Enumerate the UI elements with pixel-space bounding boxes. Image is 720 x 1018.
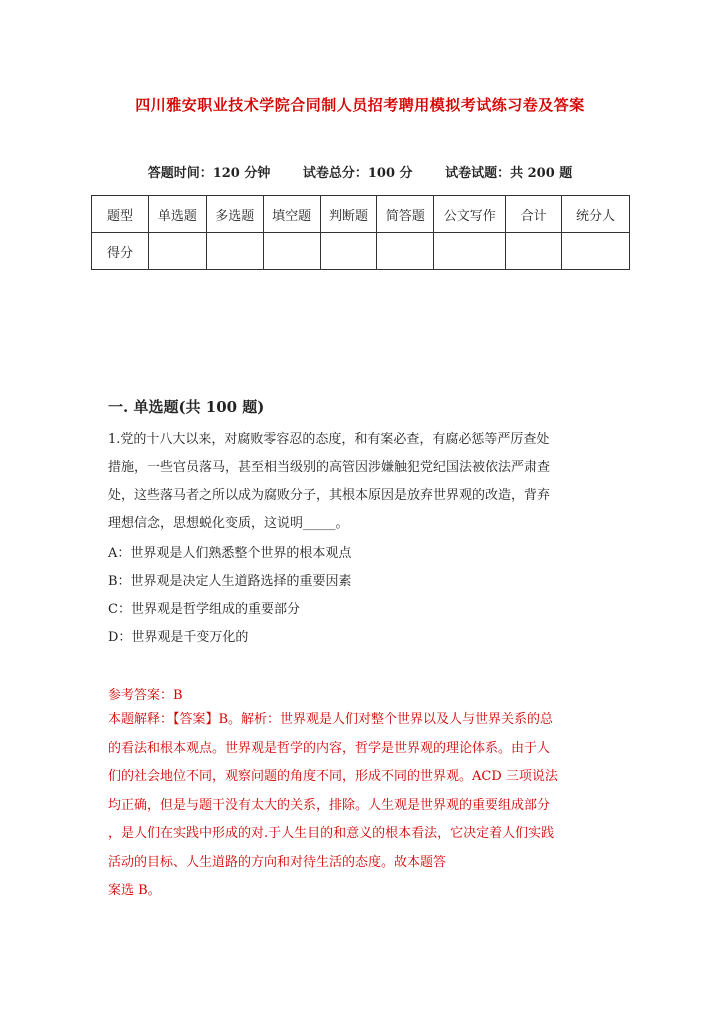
exam-question-count: 试卷试题：共 200 题 — [445, 166, 573, 181]
question-line: 理想信念，思想蜕化变质，这说明_____。 — [108, 516, 349, 531]
score-cell — [263, 233, 320, 270]
score-cell — [206, 233, 263, 270]
row-label: 得分 — [92, 233, 149, 270]
explanation-line: 们的社会地位不同，观察问题的角度不同，形成不同的世界观。ACD 三项说法 — [108, 769, 558, 784]
score-table-score-row — [92, 233, 630, 270]
header-cell: 多选题 — [206, 196, 263, 233]
reference-answer: 参考答案：B — [108, 688, 183, 703]
explanation-line: 案选 B。 — [108, 883, 161, 898]
header-cell: 题型 — [92, 196, 149, 233]
option-b: B：世界观是决定人生道路选择的重要因素 — [108, 574, 352, 589]
option-d: D：世界观是千变万化的 — [108, 630, 249, 645]
score-cell — [377, 233, 434, 270]
header-cell: 单选题 — [148, 196, 206, 233]
score-table — [91, 195, 630, 270]
header-cell: 填空题 — [263, 196, 320, 233]
exam-meta — [0, 162, 720, 181]
question-line: 措施，一些官员落马，甚至相当级别的高管因涉嫌触犯党纪国法被依法严肃查 — [108, 460, 551, 475]
header-cell: 合计 — [506, 196, 562, 233]
option-a: A：世界观是人们熟悉整个世界的根本观点 — [108, 546, 352, 561]
header-cell: 统分人 — [562, 196, 630, 233]
page-title: 四川雅安职业技术学院合同制人员招考聘用模拟考试练习卷及答案 — [135, 96, 585, 114]
score-cell — [320, 233, 377, 270]
question-line: 处，这些落马者之所以成为腐败分子，其根本原因是放弃世界观的改造，背弃 — [108, 488, 551, 503]
explanation-line: 的看法和根本观点。世界观是哲学的内容，哲学是世界观的理论体系。由于人 — [108, 740, 551, 756]
score-cell — [434, 233, 506, 270]
score-table-header-row — [92, 196, 630, 233]
explanation-line: ，是人们在实践中形成的对.于人生目的和意义的根本看法，它决定着人们实践 — [108, 826, 555, 841]
header-cell: 简答题 — [377, 196, 434, 233]
score-cell — [562, 233, 630, 270]
question-line: 1.党的十八大以来，对腐败零容忍的态度，和有案必查，有腐必惩等严厉查处 — [108, 432, 550, 447]
score-cell — [506, 233, 562, 270]
explanation-line: 均正确，但是与题干没有太大的关系，排除。人生观是世界观的重要组成部分 — [108, 797, 551, 813]
answer-explanation — [108, 706, 628, 906]
exam-total-score: 试卷总分：100 分 — [302, 166, 413, 181]
question-text — [108, 426, 628, 538]
score-cell — [148, 233, 206, 270]
exam-time: 答题时间：120 分钟 — [147, 166, 271, 181]
section-heading: 一. 单选题(共 100 题) — [108, 398, 265, 416]
explanation-line: 活动的目标、人生道路的方向和对待生活的态度。故本题答 — [108, 854, 447, 870]
option-c: C：世界观是哲学组成的重要部分 — [108, 602, 300, 617]
explanation-line: 本题解释：【答案】B。解析：世界观是人们对整个世界以及人与世界关系的总 — [108, 712, 554, 727]
header-cell: 公文写作 — [434, 196, 506, 233]
header-cell: 判断题 — [320, 196, 377, 233]
